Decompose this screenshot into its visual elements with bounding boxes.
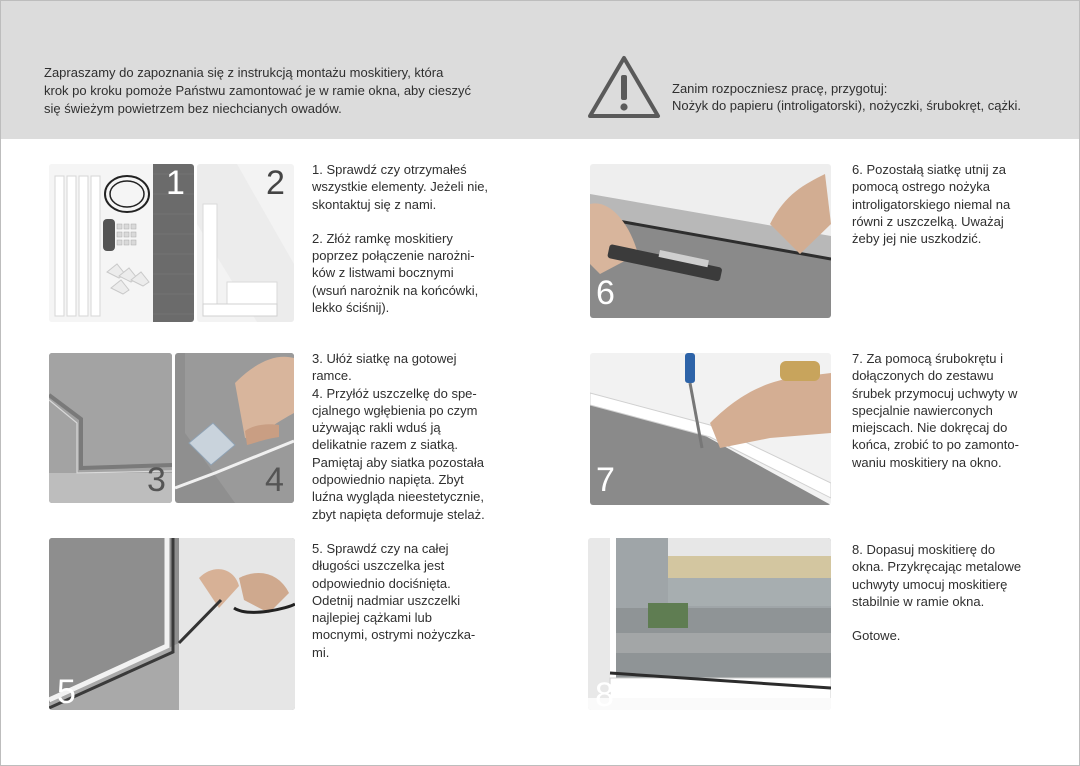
step-number: 8: [595, 676, 614, 710]
text-line: introligatorskiego niemal na: [852, 196, 1011, 212]
text-line: Pamiętaj aby siatka pozostała: [312, 454, 484, 470]
text-line: luźna wygląda nieestetycznie,: [312, 489, 484, 505]
text-line: używając rakli wduś ją: [312, 420, 441, 436]
step-7-text: [852, 350, 1019, 471]
header-band: [1, 1, 1079, 139]
intro-text: [44, 64, 514, 118]
text-line: ramce.: [312, 368, 352, 384]
text-line: 3. Ułóż siatkę na gotowej: [312, 351, 457, 366]
text-line: delikatnie razem z siatką.: [312, 437, 458, 453]
intro-line: Zapraszamy do zapoznania się z instrukcją montażu moskitiery, która: [44, 65, 444, 80]
step-number: 7: [596, 461, 615, 499]
text-line: równi z uszczelką. Uważaj: [852, 213, 1004, 229]
text-line: cjalnego wgłębienia po czym: [312, 402, 478, 418]
text-line: ków z listwami bocznymi: [312, 265, 454, 281]
photo-step-7-screwdriver: [590, 353, 831, 505]
text-line: wszystkie elementy. Jeżeli nie,: [312, 179, 489, 195]
text-line: specjalnie nawierconych: [852, 402, 993, 418]
photo-step-8-window: [588, 538, 831, 710]
text-line: pomocą ostrego nożyka: [852, 179, 991, 195]
text-line: poprzez połączenie narożni-: [312, 248, 475, 264]
text-line: długości uszczelka jest: [312, 558, 445, 574]
text-line: żeby jej nie uszkodzić.: [852, 231, 982, 247]
text-line: 8. Dopasuj moskitierę do: [852, 542, 996, 557]
text-line: 2. Złóż ramkę moskitiery: [312, 230, 453, 246]
step-6-text: [852, 161, 1010, 247]
photo-step-1-components: [49, 164, 194, 322]
text-line: mocnymi, ostrymi nożyczka-: [312, 627, 476, 643]
step-number: 6: [596, 274, 615, 312]
step-number: 2: [266, 164, 285, 202]
photo-step-5-cutting: [49, 538, 295, 710]
text-line: 1. Sprawdź czy otrzymałeś: [312, 162, 467, 177]
step-3-4-text: [312, 350, 485, 523]
text-line: odpowiednio dociśnięta.: [312, 575, 451, 591]
photo-step-4-gasket: [175, 353, 294, 503]
text-line: miejscach. Nie dokręcaj do: [852, 420, 1008, 436]
text-line: 4. Przyłóż uszczelkę do spe-: [312, 385, 477, 401]
text-line: dołączonych do zestawu: [852, 368, 994, 384]
photo-step-3-mesh: [49, 353, 172, 503]
step-number: 4: [265, 461, 284, 499]
step-5-text: [312, 540, 475, 661]
step-1-2-text: [312, 161, 488, 316]
step-number: 1: [166, 164, 185, 202]
step-number: 3: [147, 461, 166, 499]
text-line: lekko ściśnij).: [312, 300, 390, 316]
text-line: (wsuń narożnik na końcówki,: [312, 282, 479, 298]
text-line: zbyt napięta deformuje stelaż.: [312, 506, 485, 522]
text-line: uchwyty umocuj moskitierę: [852, 576, 1008, 592]
text-line: Odetnij nadmiar uszczelki: [312, 592, 461, 608]
text-line: odpowiednio napięta. Zbyt: [312, 472, 464, 488]
text-line: mi.: [312, 644, 330, 660]
text-line: [852, 610, 1021, 627]
text-line: 6. Pozostałą siatkę utnij za: [852, 162, 1006, 177]
intro-line: krok po kroku pomoże Państwu zamontować je w ramie okna, aby cieszyć: [44, 83, 472, 98]
text-line: Gotowe.: [852, 628, 901, 644]
prep-line: Nożyk do papieru (introligatorski), nożyczki, śrubokręt, cążki.: [672, 98, 1021, 113]
text-line: śrubek przymocuj uchwyty w: [852, 385, 1018, 401]
text-line: końca, zrobić to po zamonto-: [852, 437, 1019, 453]
prep-line: Zanim rozpoczniesz pracę, przygotuj:: [672, 81, 888, 96]
intro-line: się świeżym powietrzem bez niechcianych owadów.: [44, 101, 342, 116]
preparation-text: [672, 80, 1021, 114]
step-number: 5: [57, 673, 76, 710]
text-line: skontaktuj się z nami.: [312, 196, 437, 212]
text-line: stabilnie w ramie okna.: [852, 593, 985, 609]
photo-step-2-frame: [197, 164, 294, 322]
text-line: 7. Za pomocą śrubokrętu i: [852, 351, 1004, 366]
warning-triangle-icon: [587, 55, 661, 119]
text-line: waniu moskitiery na okno.: [852, 454, 1002, 470]
text-line: 5. Sprawdź czy na całej: [312, 541, 449, 556]
photo-step-6-trim-mesh: [590, 164, 831, 318]
text-line: [312, 213, 488, 230]
text-line: najlepiej cążkami lub: [312, 610, 432, 626]
step-8-text: [852, 541, 1021, 644]
text-line: okna. Przykręcając metalowe: [852, 559, 1022, 575]
